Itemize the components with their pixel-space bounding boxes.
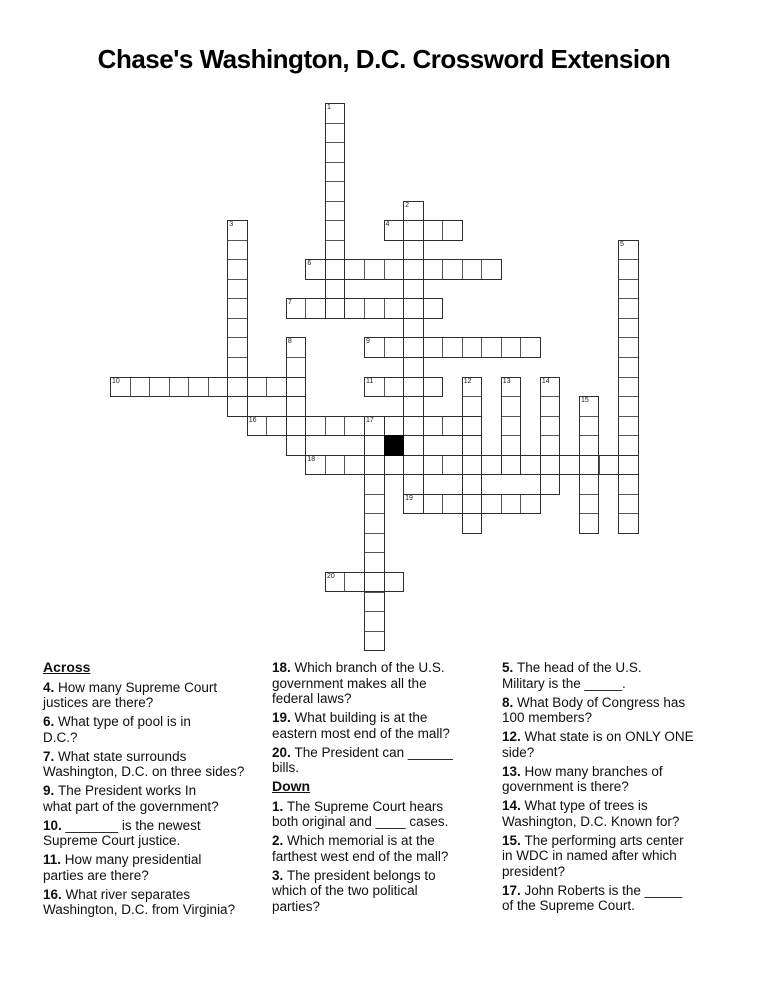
grid-cell[interactable] <box>384 377 405 398</box>
grid-cell[interactable] <box>403 298 424 319</box>
grid-cell[interactable] <box>442 455 463 476</box>
grid-cell[interactable] <box>540 416 561 437</box>
cell-number: 1 <box>326 104 331 111</box>
clue-item <box>43 749 277 780</box>
grid-cell[interactable] <box>364 592 385 613</box>
grid-cell[interactable] <box>208 377 229 398</box>
grid-cell[interactable] <box>364 259 385 280</box>
grid-cell[interactable] <box>110 377 131 398</box>
cell-number: 10 <box>112 377 120 385</box>
grid-cell[interactable] <box>462 416 483 437</box>
grid-cell[interactable] <box>462 435 483 456</box>
clue-number: 16. <box>43 886 66 902</box>
grid-cell[interactable] <box>403 259 424 280</box>
grid-cell[interactable] <box>579 513 600 534</box>
clue-item <box>502 695 684 726</box>
clue-line: 11. How many presidential <box>43 852 202 867</box>
grid-cell[interactable] <box>325 201 346 222</box>
clue-item <box>43 783 277 814</box>
grid-cell[interactable] <box>403 455 424 476</box>
grid-cell[interactable] <box>364 631 385 652</box>
cell-number: 8 <box>287 338 292 346</box>
grid-cell[interactable] <box>325 279 346 300</box>
grid-cell[interactable] <box>364 533 385 554</box>
clue-number: 7. <box>43 748 59 764</box>
page-title: Chase's Washington, D.C. Crossword Extension <box>97 44 671 74</box>
clue-line: 9. The President works In <box>43 783 197 798</box>
clue-number: 6. <box>43 714 59 729</box>
clue-line: of the Supreme Court. <box>502 898 635 913</box>
grid-cell[interactable] <box>364 435 385 456</box>
grid-cell[interactable] <box>364 416 385 437</box>
grid-cell[interactable] <box>540 396 561 417</box>
grid-cell[interactable] <box>325 103 346 124</box>
clue-item <box>502 883 684 914</box>
grid-cell[interactable] <box>286 396 307 417</box>
across-header: Across <box>43 659 91 675</box>
clue-line: which of the two political <box>272 883 418 898</box>
grid-cell[interactable] <box>364 455 385 476</box>
grid-cell[interactable] <box>325 162 346 183</box>
grid-cell[interactable] <box>325 298 346 319</box>
clue-item <box>502 833 684 880</box>
clue-line: 8. What Body of Congress has <box>502 694 686 710</box>
grid-cell[interactable] <box>403 435 424 456</box>
grid-cell[interactable] <box>364 611 385 632</box>
clue-item <box>272 799 506 830</box>
clue-line: Supreme Court justice. <box>43 833 181 848</box>
grid-cell[interactable] <box>442 259 463 280</box>
grid-cell[interactable] <box>442 494 463 515</box>
grid-cell[interactable] <box>618 259 639 280</box>
grid-cell[interactable] <box>344 298 365 319</box>
clue-line: 5. The head of the U.S. <box>502 660 642 675</box>
cell-number: 2 <box>405 201 409 209</box>
clue-number: 17. <box>502 882 525 898</box>
grid-cell[interactable] <box>384 298 405 319</box>
grid-cell[interactable] <box>462 259 483 280</box>
clue-line: in WDC in named after which <box>502 848 677 863</box>
grid-cell[interactable] <box>227 279 248 300</box>
clue-number: 12. <box>502 729 525 744</box>
clue-line: side? <box>502 744 535 760</box>
grid-cell[interactable] <box>403 474 424 495</box>
grid-cell[interactable] <box>403 318 424 339</box>
grid-cell[interactable] <box>344 259 365 280</box>
clue-line: eastern most end of the mall? <box>272 725 450 741</box>
clue-item <box>272 660 506 707</box>
grid-cell[interactable] <box>403 396 424 417</box>
grid-cell[interactable] <box>403 279 424 300</box>
grid-cell[interactable] <box>618 455 639 476</box>
grid-cell[interactable] <box>227 240 248 261</box>
clue-line: 3. The president belongs to <box>272 867 436 883</box>
grid-cell[interactable] <box>364 474 385 495</box>
grid-cell[interactable] <box>462 513 483 534</box>
clue-line: farthest west end of the mall? <box>272 848 449 864</box>
grid-cell[interactable] <box>462 337 483 358</box>
clue-line: both original and ____ cases. <box>272 814 449 829</box>
cell-number: 20 <box>326 572 335 580</box>
clue-line: Washington, D.C. from Virginia? <box>43 902 236 917</box>
clue-item <box>272 833 506 864</box>
clue-line: parties? <box>272 898 321 914</box>
clue-number: 9. <box>43 783 59 798</box>
grid-cell[interactable] <box>501 396 522 417</box>
grid-cell[interactable] <box>344 416 365 437</box>
clue-number: 10. <box>43 817 66 833</box>
clue-line: government is there? <box>502 779 629 794</box>
grid-cell[interactable] <box>384 416 405 437</box>
grid-cell[interactable] <box>618 396 639 417</box>
grid-cell[interactable] <box>423 416 444 437</box>
grid-cell[interactable] <box>618 357 639 378</box>
grid-cell[interactable] <box>325 572 346 593</box>
clue-number: 3. <box>272 867 288 883</box>
grid-cell[interactable] <box>462 474 483 495</box>
clue-line: 16. What river separates <box>43 886 191 902</box>
grid-cell[interactable] <box>286 298 307 319</box>
grid-cell[interactable] <box>618 416 639 437</box>
cell-number: 19 <box>405 494 413 502</box>
cell-number: 11 <box>366 377 374 385</box>
clue-line: parties are there? <box>43 867 149 883</box>
grid-cell[interactable] <box>599 455 620 476</box>
grid-cell[interactable] <box>286 357 307 378</box>
grid-cell[interactable] <box>618 240 639 261</box>
grid-cell[interactable] <box>305 416 326 437</box>
clue-item <box>502 729 694 760</box>
grid-cell[interactable] <box>423 337 444 358</box>
grid-cell[interactable] <box>325 259 346 280</box>
grid-cell[interactable] <box>247 377 268 398</box>
clue-number: 1. <box>272 798 288 814</box>
clue-item <box>502 660 684 691</box>
grid-cell[interactable] <box>325 416 346 437</box>
cell-number: 12 <box>463 377 472 385</box>
clue-item <box>502 798 684 829</box>
clue-line: 10. _______ is the newest <box>43 817 201 833</box>
grid-cell[interactable] <box>364 513 385 534</box>
grid-cell[interactable] <box>403 240 424 261</box>
grid-cell[interactable] <box>520 455 541 476</box>
grid-cell[interactable] <box>384 259 405 280</box>
clue-line: 6. What type of pool is in <box>43 714 191 729</box>
clue-item <box>272 745 506 776</box>
grid-cell[interactable] <box>364 552 385 573</box>
grid-cell[interactable] <box>423 298 444 319</box>
clue-line: Washington, D.C. Known for? <box>502 813 680 829</box>
grid-cell[interactable] <box>501 435 522 456</box>
grid-cell[interactable] <box>364 298 385 319</box>
grid-cell[interactable] <box>384 572 405 593</box>
clue-number: 13. <box>502 763 525 779</box>
grid-cell[interactable] <box>442 416 463 437</box>
clue-line: bills. <box>272 760 300 775</box>
cell-number: 6 <box>307 260 312 268</box>
clue-line: 1. The Supreme Court hears <box>272 798 444 814</box>
grid-cell[interactable] <box>384 220 405 241</box>
grid-cell[interactable] <box>344 572 365 593</box>
grid-cell[interactable] <box>618 337 639 358</box>
grid-cell[interactable] <box>579 455 600 476</box>
grid-cell[interactable] <box>325 181 346 202</box>
clue-line: 100 members? <box>502 710 593 725</box>
grid-cell[interactable] <box>384 455 405 476</box>
grid-cell[interactable] <box>364 337 385 358</box>
grid-cell[interactable] <box>188 377 209 398</box>
clue-line: justices are there? <box>43 695 154 710</box>
clue-line: Washington, D.C. on three sides? <box>43 764 245 779</box>
grid-cell[interactable] <box>520 337 541 358</box>
clue-number: 19. <box>272 710 295 725</box>
clue-item <box>502 764 684 795</box>
grid-cell[interactable] <box>403 201 424 222</box>
clue-number: 4. <box>43 679 59 695</box>
grid-cell[interactable] <box>559 455 580 476</box>
grid-cell[interactable] <box>462 494 483 515</box>
grid-cell[interactable] <box>169 377 190 398</box>
grid-cell[interactable] <box>501 377 522 398</box>
grid-cell[interactable] <box>227 259 248 280</box>
clue-column-1 <box>43 660 277 921</box>
grid-cell[interactable] <box>501 455 522 476</box>
clue-line: government makes all the <box>272 675 427 691</box>
cell-number: 4 <box>385 221 390 229</box>
down-header: Down <box>272 778 311 794</box>
clue-line: 7. What state surrounds <box>43 748 187 764</box>
grid-cell[interactable] <box>501 337 522 358</box>
clue-number: 15. <box>502 832 525 848</box>
clue-line: federal laws? <box>272 691 352 706</box>
grid-cell[interactable] <box>442 337 463 358</box>
grid-cell[interactable] <box>344 455 365 476</box>
grid-cell[interactable] <box>579 474 600 495</box>
grid-cell[interactable] <box>481 259 502 280</box>
grid-cell[interactable] <box>520 494 541 515</box>
grid-cell[interactable] <box>423 455 444 476</box>
grid-cell[interactable] <box>247 416 268 437</box>
cell-number: 17 <box>366 416 374 424</box>
clue-line: Military is the _____. <box>502 675 626 691</box>
grid-cell[interactable] <box>618 474 639 495</box>
grid-cell[interactable] <box>286 416 307 437</box>
clue-number: 8. <box>502 694 518 710</box>
clue-line: 14. What type of trees is <box>502 798 648 813</box>
grid-cell[interactable] <box>227 318 248 339</box>
grid-cell[interactable] <box>325 142 346 163</box>
grid-cell[interactable] <box>364 494 385 515</box>
grid-cell[interactable] <box>618 377 639 398</box>
clue-number: 18. <box>272 660 295 675</box>
grid-cell[interactable] <box>325 240 346 261</box>
grid-cell[interactable] <box>442 220 463 241</box>
grid-cell[interactable] <box>618 279 639 300</box>
clue-item <box>43 680 277 711</box>
clue-item <box>272 868 506 915</box>
grid-cell[interactable] <box>501 494 522 515</box>
grid-cell[interactable] <box>403 357 424 378</box>
grid-cell[interactable] <box>540 435 561 456</box>
grid-cell[interactable] <box>286 337 307 358</box>
grid-cell[interactable] <box>579 396 600 417</box>
grid-cell[interactable] <box>227 298 248 319</box>
clue-line: 19. What building is at the <box>272 710 428 725</box>
cell-number: 7 <box>287 299 292 307</box>
clue-line: what part of the government? <box>43 798 219 814</box>
clue-item <box>43 818 277 849</box>
grid-cell[interactable] <box>403 220 424 241</box>
grid-cell[interactable] <box>305 259 326 280</box>
grid-cell[interactable] <box>286 435 307 456</box>
clue-number: 14. <box>502 798 525 813</box>
clue-number: 11. <box>43 852 65 867</box>
grid-cell[interactable] <box>462 455 483 476</box>
grid-cell[interactable] <box>423 377 444 398</box>
grid-cell[interactable] <box>227 220 248 241</box>
cell-number: 15 <box>580 397 589 405</box>
clue-item <box>272 710 506 741</box>
cell-number: 3 <box>229 221 234 229</box>
clue-line: 13. How many branches of <box>502 763 663 779</box>
grid-cell[interactable] <box>481 337 502 358</box>
grid-cell[interactable] <box>305 298 326 319</box>
grid-cell[interactable] <box>227 337 248 358</box>
grid-cell[interactable] <box>618 318 639 339</box>
cell-number: 9 <box>366 338 370 346</box>
grid-cell[interactable] <box>579 416 600 437</box>
clue-line: 15. The performing arts center <box>502 832 684 848</box>
grid-cell[interactable] <box>227 357 248 378</box>
grid-cell[interactable] <box>481 455 502 476</box>
clue-column-2 <box>272 660 506 918</box>
grid-cell[interactable] <box>149 377 170 398</box>
grid-cell[interactable] <box>540 474 561 495</box>
clue-line: 18. Which branch of the U.S. <box>272 660 445 675</box>
clue-line: 17. John Roberts is the _____ <box>502 882 683 898</box>
grid-cell[interactable] <box>423 494 444 515</box>
clue-number: 5. <box>502 660 518 675</box>
clue-line: 12. What state is on ONLY ONE <box>502 729 694 744</box>
grid-cell[interactable] <box>305 455 326 476</box>
clue-line: 2. Which memorial is at the <box>272 833 435 848</box>
clue-item <box>43 852 277 883</box>
grid-cell[interactable] <box>364 572 385 593</box>
grid-cell[interactable] <box>423 259 444 280</box>
grid-cell[interactable] <box>227 396 248 417</box>
clue-line: D.C.? <box>43 729 78 745</box>
grid-cell[interactable] <box>130 377 151 398</box>
grid-cell[interactable] <box>364 377 385 398</box>
grid-cell[interactable] <box>618 298 639 319</box>
grid-cell[interactable] <box>325 123 346 144</box>
grid-cell[interactable] <box>462 377 483 398</box>
grid-cell[interactable] <box>579 494 600 515</box>
clue-line: 20. The President can ______ <box>272 744 453 760</box>
grid-cell[interactable] <box>540 455 561 476</box>
grid-cell[interactable] <box>227 377 248 398</box>
cell-number: 5 <box>620 240 624 248</box>
grid-cell[interactable] <box>481 494 502 515</box>
grid-cell[interactable] <box>403 377 424 398</box>
grid-cell[interactable] <box>403 494 424 515</box>
clue-number: 20. <box>272 744 295 760</box>
grid-cell[interactable] <box>462 396 483 417</box>
grid-cell[interactable] <box>325 220 346 241</box>
black-cell <box>384 435 405 456</box>
grid-cell[interactable] <box>403 337 424 358</box>
grid-cell[interactable] <box>501 416 522 437</box>
clue-column-3 <box>502 660 694 917</box>
clue-item <box>43 887 277 918</box>
grid-cell[interactable] <box>266 377 287 398</box>
clue-line: 4. How many Supreme Court <box>43 679 218 695</box>
grid-cell[interactable] <box>618 513 639 534</box>
clue-number: 2. <box>272 833 288 848</box>
grid-cell[interactable] <box>618 435 639 456</box>
cell-number: 18 <box>307 455 316 463</box>
grid-cell[interactable] <box>540 377 561 398</box>
grid-cell[interactable] <box>286 377 307 398</box>
cell-number: 16 <box>248 416 257 424</box>
grid-cell[interactable] <box>579 435 600 456</box>
clue-item <box>43 714 277 745</box>
clue-line: president? <box>502 863 566 879</box>
grid-cell[interactable] <box>325 455 346 476</box>
cell-number: 14 <box>541 377 550 385</box>
grid-cell[interactable] <box>384 337 405 358</box>
cell-number: 13 <box>502 377 511 385</box>
grid-cell[interactable] <box>403 416 424 437</box>
grid-cell[interactable] <box>423 220 444 241</box>
grid-cell[interactable] <box>618 494 639 515</box>
grid-cell[interactable] <box>266 416 287 437</box>
